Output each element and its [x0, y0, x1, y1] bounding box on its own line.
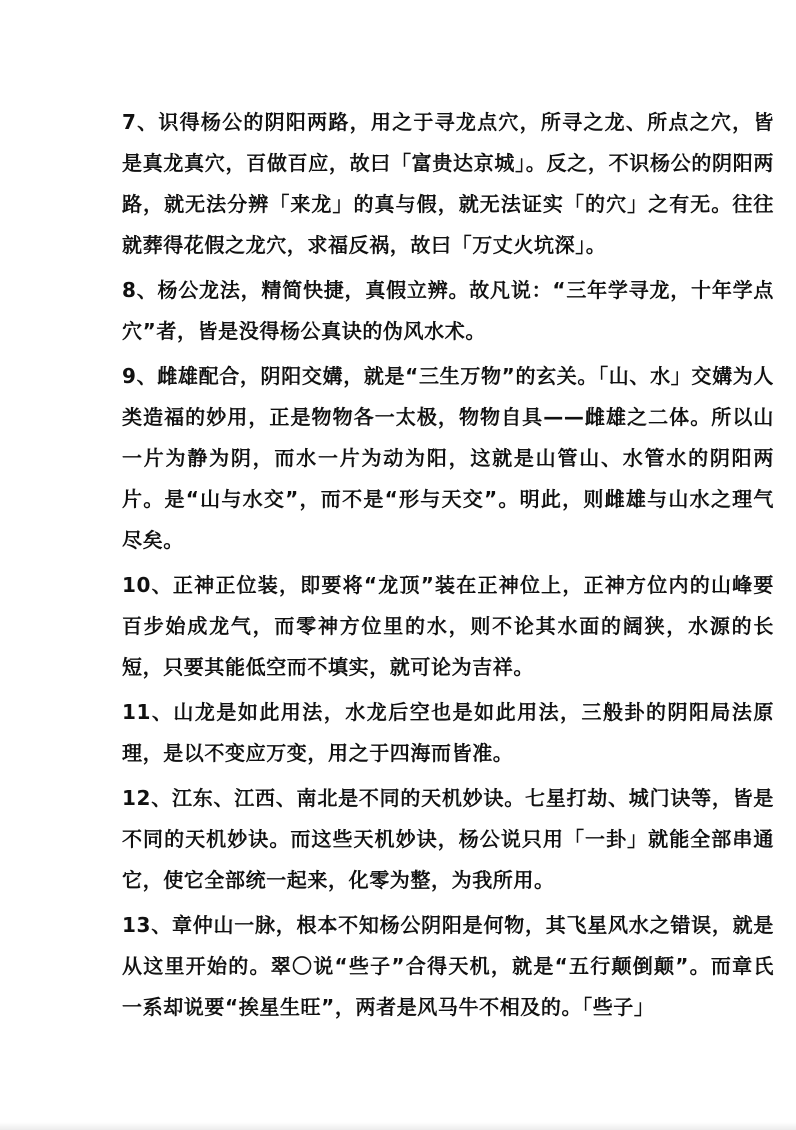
paragraph-13: 13、章仲山一脉，根本不知杨公阴阳是何物，其飞星风水之错误，就是从这里开始的。翠〇说“些子”合得天机，就是“五行颠倒颠”。而章氏一系却说要“挨星生旺”，两者是风马牛不相及的。「些子」 — [122, 913, 774, 1019]
page-bottom-edge — [0, 1122, 796, 1130]
paragraph-7: 7、识得杨公的阴阳两路，用之于寻龙点穴，所寻之龙、所点之穴，皆是真龙真穴，百做百应，故曰「富贵达京城」。反之，不识杨公的阴阳两路，就无法分辨「来龙」的真与假，就无法证实「的穴」之有无。往往就葬得花假之龙穴，求福反祸，故曰「万丈火坑深」。 — [122, 110, 774, 257]
paragraph-11: 11、山龙是如此用法，水龙后空也是如此用法，三般卦的阴阳局法原理，是以不变应万变，用之于四海而皆准。 — [122, 700, 774, 765]
paragraph-12: 12、江东、江西、南北是不同的天机妙诀。七星打劫、城门诀等，皆是不同的天机妙诀。而这些天机妙诀，杨公说只用「一卦」就能全部串通它，使它全部统一起来，化零为整，为我所用。 — [122, 786, 774, 892]
paragraph-8: 8、杨公龙法，精简快捷，真假立辨。故凡说：“三年学寻龙，十年学点穴”者，皆是没得杨公真诀的伪风水术。 — [122, 278, 774, 343]
paragraph-9: 9、雌雄配合，阴阳交媾，就是“三生万物”的玄关。「山、水」交媾为人类造福的妙用，正是物物各一太极，物物自具——雌雄之二体。所以山一片为静为阴，而水一片为动为阳，这就是山管山、水管水的阴阳两片。是“山与水交”，而不是“形与天交”。明此，则雌雄与山水之理气尽矣。 — [122, 364, 774, 552]
document-body — [122, 102, 774, 1032]
paragraph-10: 10、正神正位装，即要将“龙顶”装在正神位上，正神方位内的山峰要百步始成龙气，而零神方位里的水，则不论其水面的阔狭，水源的长短，只要其能低空而不填实，就可论为吉祥。 — [122, 573, 774, 679]
